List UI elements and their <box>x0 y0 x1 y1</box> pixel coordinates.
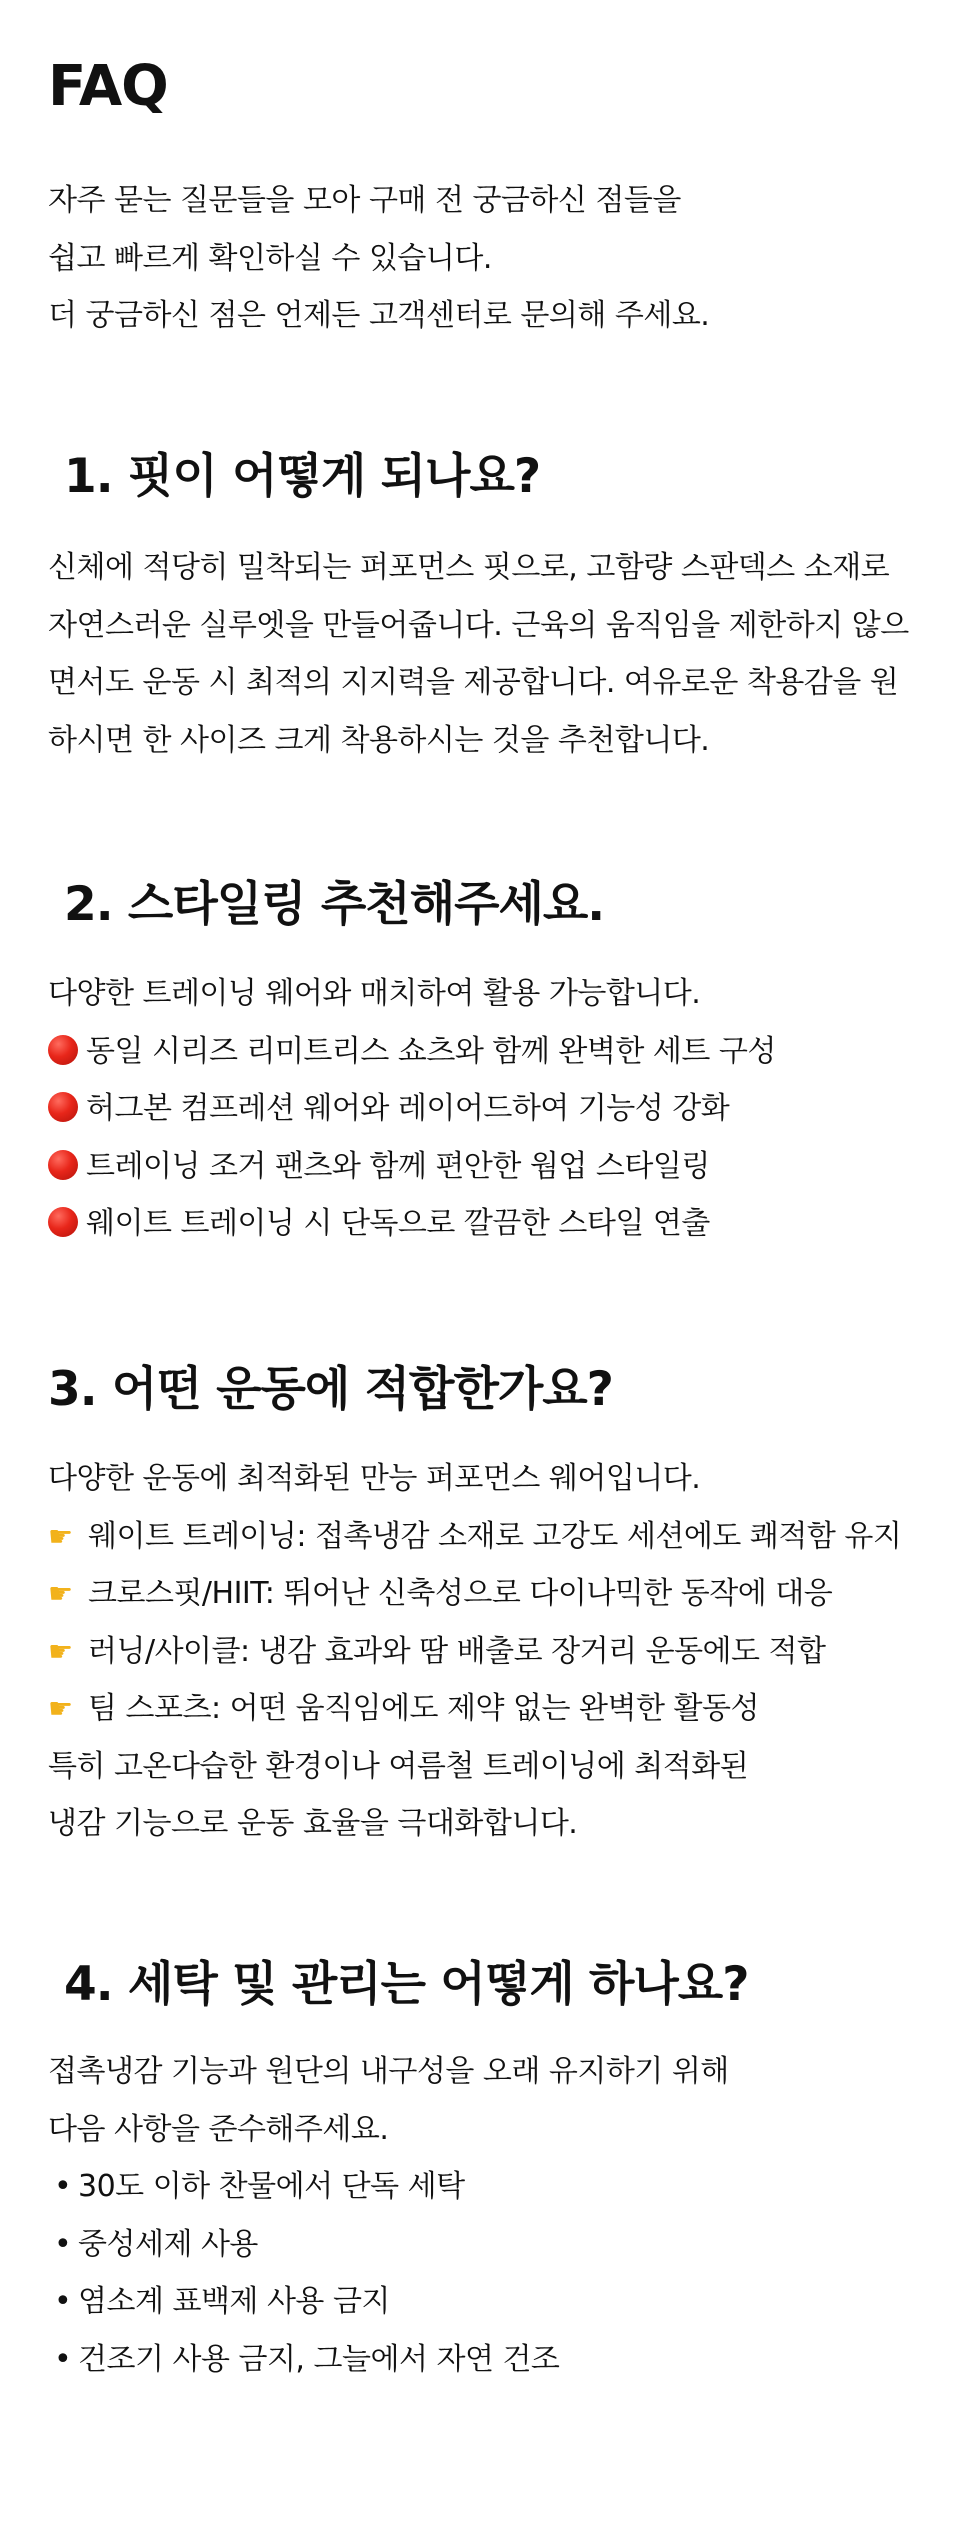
list-item <box>48 2158 918 2216</box>
answer-line: 다양한 운동에 최적화된 만능 퍼포먼스 웨어입니다. <box>48 1461 701 1496</box>
list-item-text: 허그본 컴프레션 웨어와 레이어드하여 기능성 강화 <box>86 1091 730 1126</box>
answer-line: 특히 고온다습한 환경이나 여름철 트레이닝에 최적화된 <box>48 1748 749 1784</box>
intro-line: 쉽고 빠르게 확인하실 수 있습니다. <box>48 240 492 276</box>
pointing-hand-icon: ☛ <box>48 1577 73 1610</box>
list-item-text: 러닝/사이클: 냉감 효과와 땀 배출로 장거리 운동에도 적합 <box>88 1633 826 1669</box>
list-item <box>48 2216 918 2274</box>
list-item-text: 크로스핏/HIIT: 뛰어난 신축성으로 다이나믹한 동작에 대응 <box>88 1576 833 1611</box>
list-item-text: 30도 이하 찬물에서 단독 세탁 <box>78 2169 465 2204</box>
answer-3 <box>48 1450 918 1853</box>
list-item-text: 웨이트 트레이닝: 접촉냉감 소재로 고강도 세션에도 쾌적함 유지 <box>88 1518 902 1554</box>
red-circle-icon <box>48 1035 78 1065</box>
answer-line: 냉감 기능으로 운동 효율을 극대화합니다. <box>48 1806 578 1841</box>
list-item-text: 중성세제 사용 <box>78 2226 258 2262</box>
answer-2 <box>48 965 918 1253</box>
list-item <box>48 1565 918 1623</box>
list-item <box>48 1680 918 1738</box>
pointing-hand-icon: ☛ <box>48 1519 73 1553</box>
answer-line: 신체에 적당히 밀착되는 퍼포먼스 핏으로, 고함량 스판덱스 소재로 <box>48 550 890 585</box>
list-item <box>48 1023 918 1081</box>
answer-line: 접촉냉감 기능과 원단의 내구성을 오래 유지하기 위해 <box>48 2054 729 2089</box>
answer-4 <box>48 2043 918 2388</box>
faq-section-3 <box>48 1360 918 1420</box>
list-item-text: 동일 시리즈 리미트리스 쇼츠와 함께 완벽한 세트 구성 <box>86 1033 776 1069</box>
list-item-text: 건조기 사용 금지, 그늘에서 자연 건조 <box>78 2341 560 2377</box>
question-heading: 4. 세탁 및 관리는 어떻게 하나요? <box>64 1957 749 2012</box>
answer-line: 다음 사항을 준수해주세요. <box>48 2111 389 2147</box>
list-item <box>48 2331 918 2389</box>
answer-line: 면서도 운동 시 최적의 지지력을 제공합니다. 여유로운 착용감을 원 <box>48 665 899 700</box>
page-title: FAQ <box>48 54 168 119</box>
intro-line: 더 궁금하신 점은 언제든 고객센터로 문의해 주세요. <box>48 298 710 333</box>
list-item-text: 트레이닝 조거 팬츠와 함께 편안한 웜업 스타일링 <box>86 1148 710 1184</box>
intro-line: 자주 묻는 질문들을 모아 구매 전 궁금하신 점들을 <box>48 183 681 218</box>
faq-section-1 <box>64 447 934 507</box>
list-item <box>48 1508 918 1566</box>
answer-line: 다양한 트레이닝 웨어와 매치하여 활용 가능합니다. <box>48 976 701 1011</box>
answer-1 <box>48 539 918 769</box>
list-item <box>48 2273 918 2331</box>
list-item <box>48 1080 918 1138</box>
bullet-icon: • <box>54 2284 72 2319</box>
question-heading: 2. 스타일링 추천해주세요. <box>64 877 605 932</box>
bullet-icon: • <box>54 2226 72 2262</box>
faq-section-4 <box>64 1955 934 2015</box>
list-item <box>48 1138 918 1196</box>
answer-line: 자연스러운 실루엣을 만들어줍니다. 근육의 움직임을 제한하지 않으 <box>48 607 909 643</box>
list-item-text: 염소계 표백제 사용 금지 <box>78 2284 390 2319</box>
bullet-icon: • <box>54 2341 72 2377</box>
list-item-text: 팀 스포츠: 어떤 움직임에도 제약 없는 완벽한 활동성 <box>88 1691 759 1726</box>
list-item <box>48 1623 918 1681</box>
pointing-hand-icon: ☛ <box>48 1692 73 1725</box>
red-circle-icon <box>48 1207 78 1237</box>
red-circle-icon <box>48 1150 78 1180</box>
pointing-hand-icon: ☛ <box>48 1634 73 1668</box>
question-heading: 1. 핏이 어떻게 되나요? <box>64 449 541 504</box>
intro-paragraph <box>48 172 918 345</box>
faq-section-2 <box>64 875 934 935</box>
bullet-icon: • <box>54 2169 72 2204</box>
red-circle-icon <box>48 1092 78 1122</box>
list-item <box>48 1195 918 1253</box>
question-heading: 3. 어떤 운동에 적합한가요? <box>48 1362 613 1417</box>
list-item-text: 웨이트 트레이닝 시 단독으로 깔끔한 스타일 연출 <box>86 1206 710 1241</box>
answer-line: 하시면 한 사이즈 크게 착용하시는 것을 추천합니다. <box>48 722 710 758</box>
